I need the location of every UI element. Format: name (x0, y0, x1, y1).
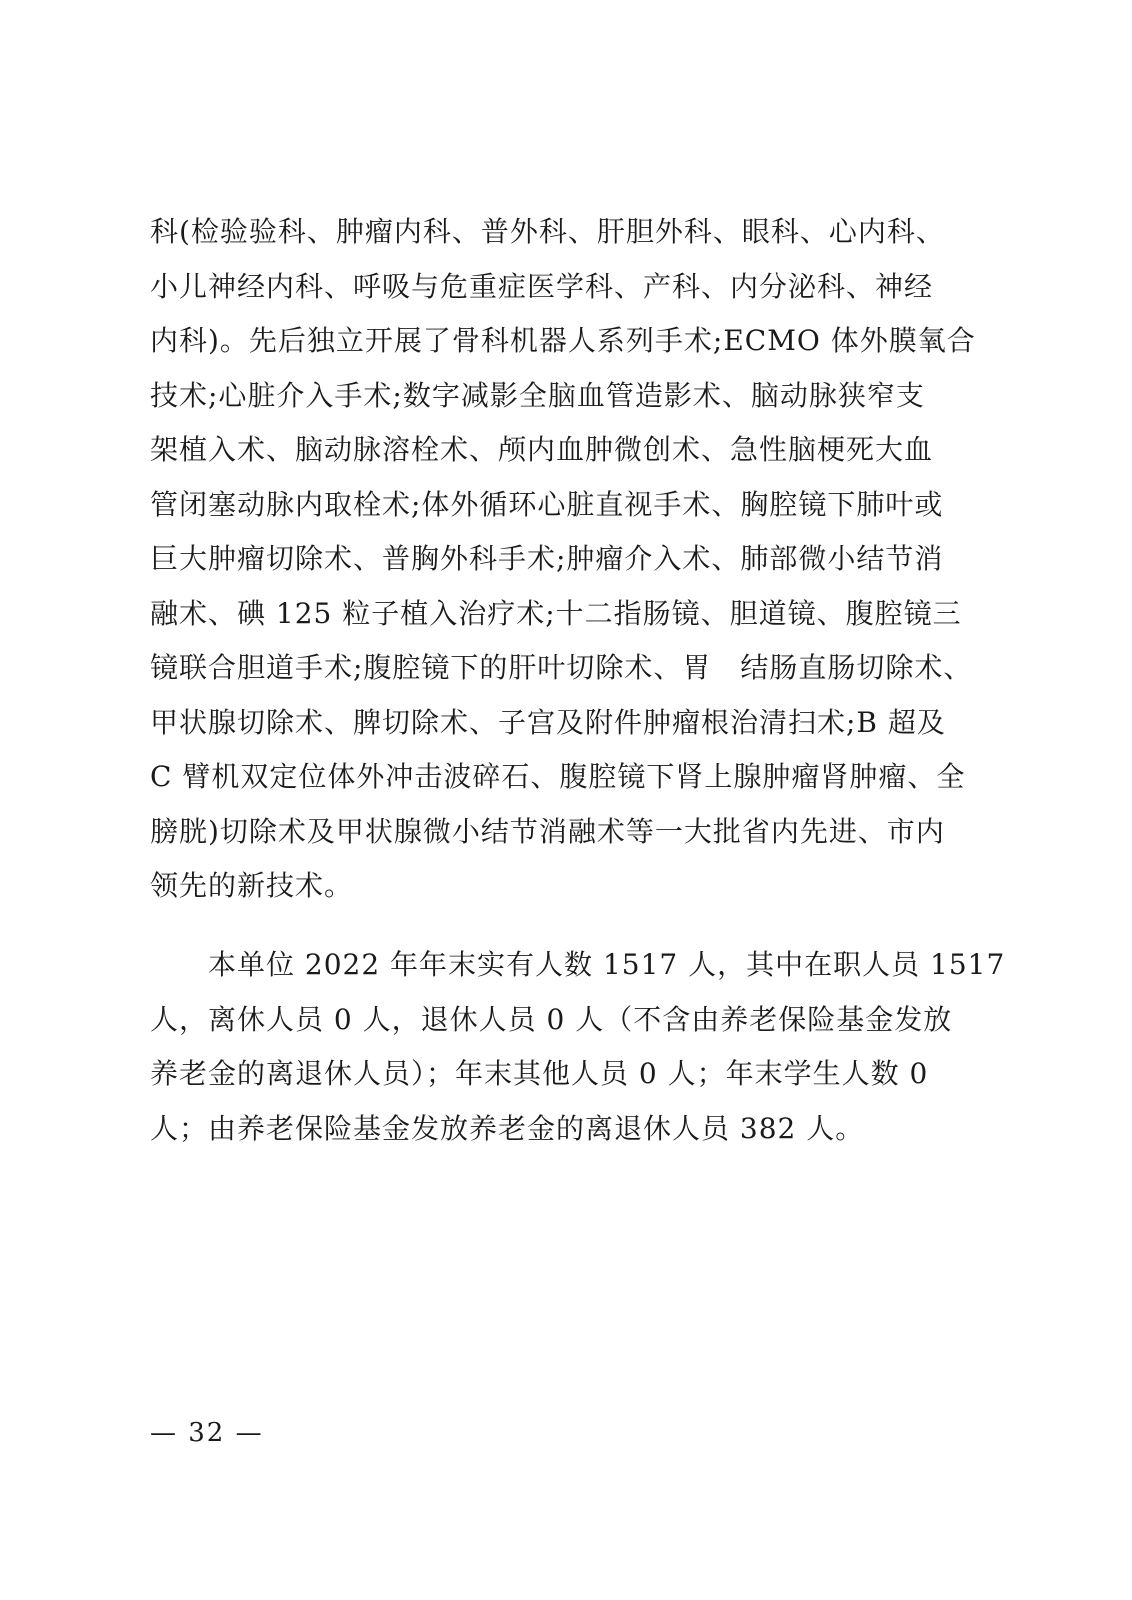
paragraph-staff-count (150, 938, 1006, 1156)
page-number: — 32 — (150, 1418, 264, 1448)
paragraph-line: 架植入术、脑动脉溶栓术、颅内血肿微创术、急性脑梗死大血 (150, 433, 934, 466)
paragraph-line: 小儿神经内科、呼吸与危重症医学科、产科、内分泌科、神经 (150, 269, 934, 303)
paragraph-line: 内科)。先后独立开展了骨科机器人系列手术;ECMO 体外膜氧合 (150, 324, 976, 357)
paragraph-line: 膀胱)切除术及甲状腺微小结节消融术等一大批省内先进、市内 (150, 814, 945, 848)
paragraph-line: 巨大肿瘤切除术、普胸外科手术;肿瘤介入术、肺部微小结节消 (150, 542, 944, 575)
paragraph-line: 人；由养老保险基金发放养老金的离退休人员 382 人。 (150, 1111, 865, 1145)
paragraph-line: C 臂机双定位体外冲击波碎石、腹腔镜下肾上腺肿瘤肾肿瘤、全 (150, 760, 966, 793)
paragraph-line: 养老金的离退休人员）；年末其他人员 0 人；年末学生人数 0 (150, 1057, 929, 1090)
paragraph-line: 甲状腺切除术、脾切除术、子宫及附件肿瘤根治清扫术;B 超及 (150, 705, 946, 739)
paragraph-line: 镜联合胆道手术;腹腔镜下的肝叶切除术、胃 结肠直肠切除术、 (150, 651, 973, 684)
paragraph-line: 科(检验验科、肿瘤内科、普外科、肝胆外科、眼科、心内科、 (150, 215, 945, 248)
paragraph-line: 技术;心脏介入手术;数字减影全脑血管造影术、脑动脉狭窄支 (150, 378, 925, 412)
paragraph-line: 领先的新技术。 (150, 869, 354, 902)
paragraph-line: 本单位 2022 年年末实有人数 1517 人，其中在职人员 1517 (208, 948, 1006, 981)
paragraph-line: 人，离休人员 0 人，退休人员 0 人（不含由养老保险基金发放 (150, 1002, 953, 1036)
paragraph-new-technologies (150, 205, 976, 914)
paragraph-line: 融术、碘 125 粒子植入治疗术;十二指肠镜、胆道镜、腹腔镜三 (150, 596, 962, 630)
paragraph-line: 管闭塞动脉内取栓术;体外循环心脏直视手术、胸腔镜下肺叶或 (150, 487, 944, 521)
